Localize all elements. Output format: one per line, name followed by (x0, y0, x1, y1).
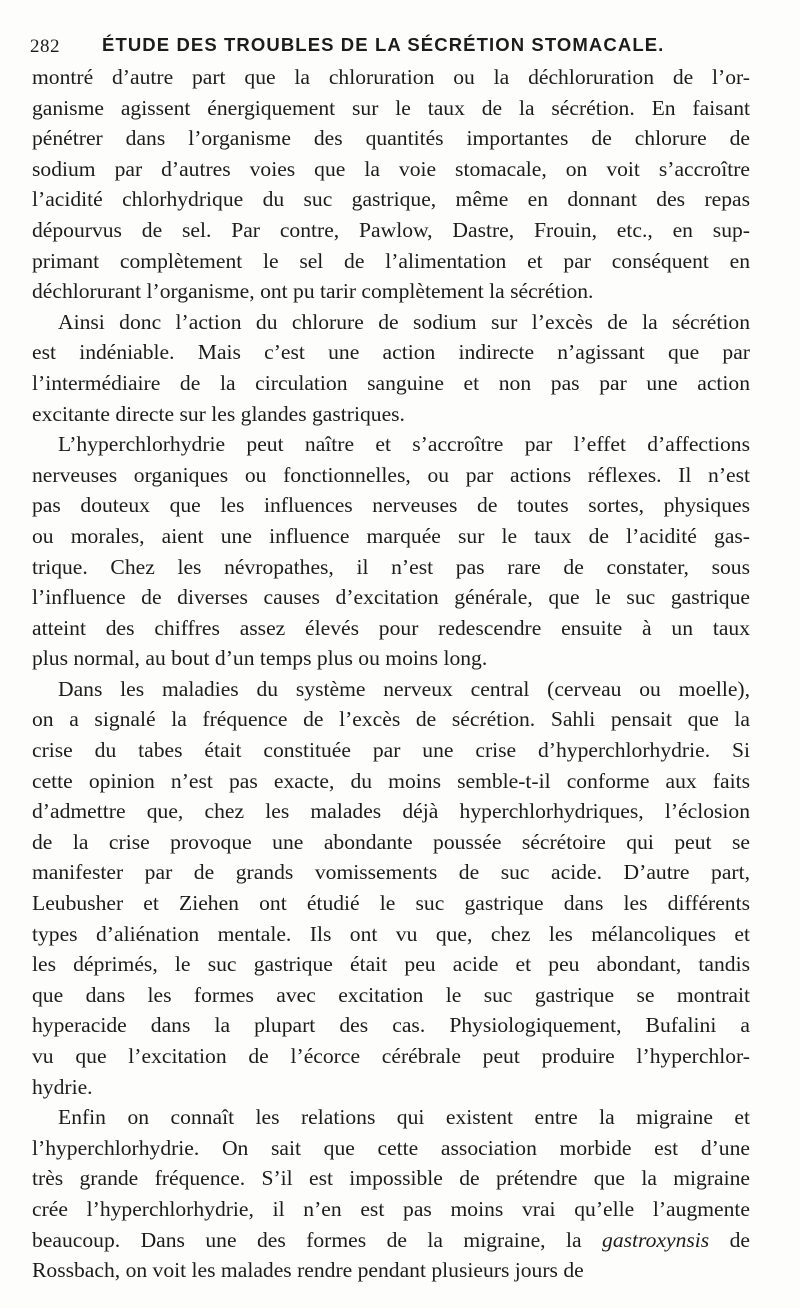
text-line: atteint des chiffres assez élevés pour redescendre ensuite à un taux (32, 615, 750, 640)
text-line: crise du tabes était constituée par une crise d’hyperchlorhydrie. Si (32, 738, 750, 763)
text-line: Enfin on connaît les relations qui existent entre la migraine et (58, 1105, 750, 1130)
text-line: les déprimés, le suc gastrique était peu acide et peu abondant, tandis (32, 952, 750, 977)
text-line: vu que l’excitation de l’écorce cérébrale peut produire l’hyperchlor- (32, 1044, 750, 1068)
text-line: l’acidité chlorhydrique du suc gastrique, même en donnant des repas (32, 187, 750, 212)
text-line: déchlorurant l’organisme, ont pu tarir complètement la sécrétion. (32, 279, 594, 304)
text-line: crée l’hyperchlorhydrie, il n’en est pas moins vrai qu’elle l’augmente (32, 1196, 750, 1221)
text-line: ganisme agissent énergiquement sur le taux de la sécrétion. En faisant (32, 95, 750, 120)
paragraph (32, 1102, 750, 1286)
text-line: Leubusher et Ziehen ont étudié le suc gastrique dans les différents (32, 891, 750, 916)
text-line: trique. Chez les névropathes, il n’est pas rare de constater, sous (32, 554, 750, 579)
text-line: que dans les formes avec excitation le suc gastrique se montrait (32, 982, 750, 1007)
page-header (30, 30, 770, 58)
body-text (32, 62, 750, 1286)
running-title: ÉTUDE DES TROUBLES DE LA SÉCRÉTION STOMACALE. (102, 34, 665, 55)
paragraph (32, 307, 750, 429)
margin-speck (760, 292, 772, 298)
text-line: l’intermédiaire de la circulation sanguine et non pas par une action (32, 370, 750, 395)
text-line: pénétrer dans l’organisme des quantités importantes de chlorure de (32, 126, 750, 151)
text-line: montré d’autre part que la chloruration ou la déchloruration de l’or- (32, 65, 750, 89)
text-line: Ainsi donc l’action du chlorure de sodium sur l’excès de la sécrétion (58, 309, 750, 334)
text-line: primant complètement le sel de l’alimentation et par conséquent en (32, 248, 750, 273)
text-line: Dans les maladies du système nerveux central (cerveau ou moelle), (58, 676, 750, 701)
text-line: types d’aliénation mentale. Ils ont vu que, chez les mélancoliques et (32, 921, 750, 946)
text-line: manifester par de grands vomissements de suc acide. D’autre part, (32, 860, 750, 885)
italic-term: gastroxynsis (602, 1227, 710, 1252)
paragraph (32, 429, 750, 674)
text-line: est indéniable. Mais c’est une action indirecte n’agissant que par (32, 340, 750, 365)
text-line: l’hyperchlorhydrie. On sait que cette association morbide est d’une (32, 1135, 750, 1160)
text-line: beaucoup. Dans une des formes de la migraine, la gastroxynsis de (32, 1227, 750, 1252)
text-line: d’admettre que, chez les malades déjà hyperchlorhydriques, l’éclosion (32, 799, 750, 824)
text-line: hydrie. (32, 1074, 93, 1099)
text-line: hyperacide dans la plupart des cas. Physiologiquement, Bufalini a (32, 1013, 750, 1038)
text-line: très grande fréquence. S’il est impossible de prétendre que la migraine (32, 1166, 750, 1191)
text-line: on a signalé la fréquence de l’excès de sécrétion. Sahli pensait que la (32, 707, 750, 732)
text-line: dépourvus de sel. Par contre, Pawlow, Dastre, Frouin, etc., en sup- (32, 217, 750, 242)
text-line: L’hyperchlorhydrie peut naître et s’accroître par l’effet d’affections (58, 432, 750, 457)
text-line: pas douteux que les influences nerveuses de toutes sortes, physiques (32, 493, 750, 518)
text-line: cette opinion n’est pas exacte, du moins semble-t-il conforme aux faits (32, 768, 750, 793)
text-line: excitante directe sur les glandes gastriques. (32, 401, 405, 426)
text-line: l’influence de diverses causes d’excitation générale, que le suc gastrique (32, 585, 750, 610)
text-line: Rossbach, on voit les malades rendre pendant plusieurs jours de (32, 1258, 584, 1283)
text-line: ou morales, aient une influence marquée sur le taux de l’acidité gas- (32, 523, 750, 548)
text-line: nerveuses organiques ou fonctionnelles, ou par actions réflexes. Il n’est (32, 462, 750, 487)
text-line: plus normal, au bout d’un temps plus ou moins long. (32, 646, 488, 671)
paragraph (32, 62, 750, 307)
paragraph (32, 674, 750, 1102)
text-line: de la crise provoque une abondante poussée sécrétoire qui peut se (32, 829, 750, 854)
page-number: 282 (30, 36, 60, 57)
text-line: sodium par d’autres voies que la voie stomacale, on voit s’accroître (32, 156, 750, 181)
